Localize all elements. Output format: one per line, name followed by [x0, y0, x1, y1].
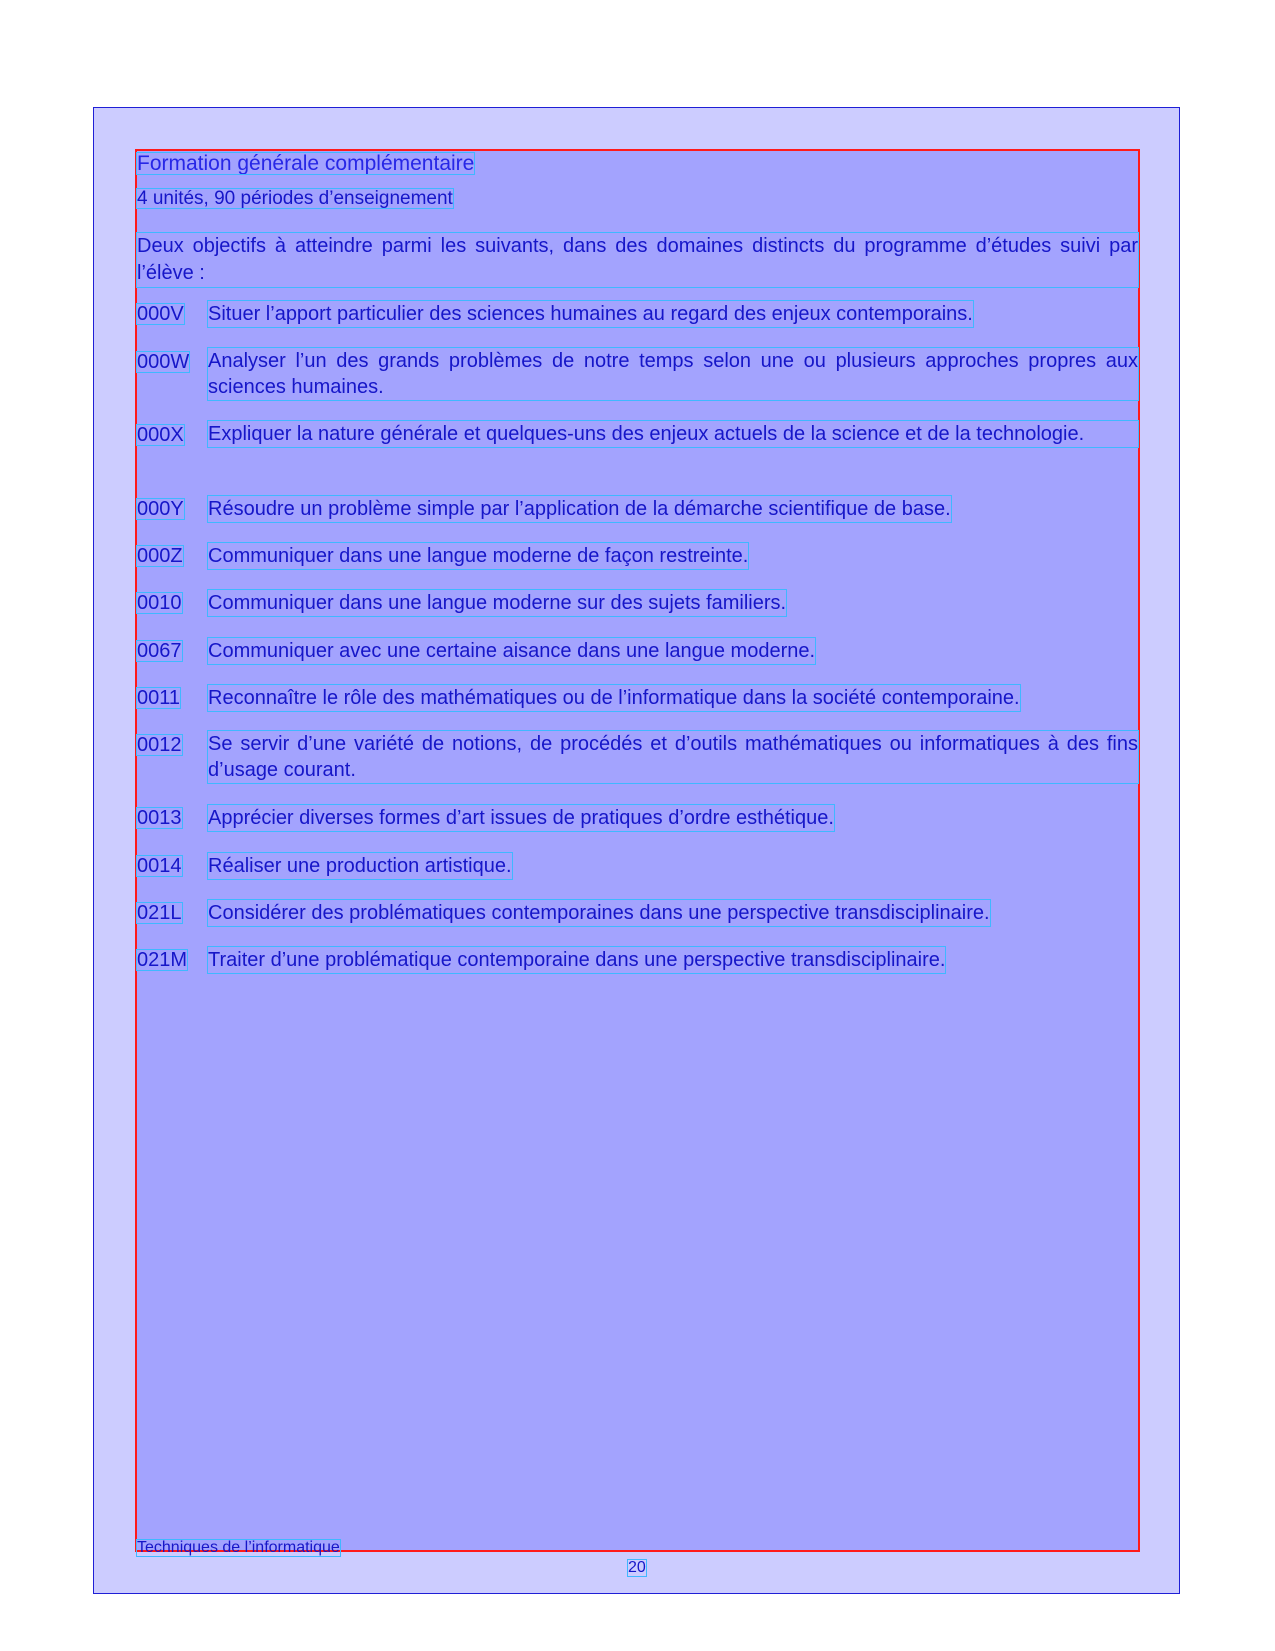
objective-text: Situer l’apport particulier des sciences humaines au regard des enjeux contemporains.: [208, 303, 973, 325]
objective-code: 0013: [137, 807, 182, 829]
objective-code: 000W: [137, 351, 190, 373]
objective-code: 000Y: [137, 498, 184, 520]
section-subtitle: 4 unités, 90 périodes d’enseignement: [137, 188, 453, 209]
objective-code: 0010: [137, 592, 182, 614]
objective-code: 000V: [137, 303, 184, 325]
objective-code: 021M: [137, 949, 188, 971]
objective-code: 0012: [137, 734, 182, 756]
objective-text: Communiquer dans une langue moderne sur des sujets familiers.: [208, 592, 787, 614]
objective-text: Réaliser une production artistique.: [208, 855, 512, 877]
objective-text: Traiter d’une problématique contemporaine dans une perspective transdisciplinaire.: [208, 949, 946, 971]
objective-code: 0014: [137, 855, 182, 877]
objective-code: 000X: [137, 424, 184, 446]
page-number: 20: [628, 1559, 646, 1576]
page-footer: Techniques de l’informatique: [137, 1539, 340, 1556]
objective-code: 000Z: [137, 545, 183, 567]
objective-text: Se servir d’une variété de notions, de procédés et d’outils mathématiques ou informatiques à des fins d’usage courant.: [208, 733, 1138, 781]
objective-code: 0011: [137, 687, 181, 709]
objective-code: 021L: [137, 902, 182, 924]
objective-text: Reconnaître le rôle des mathématiques ou de l’informatique dans la société contemporaine.: [208, 687, 1020, 709]
objective-text: Communiquer avec une certaine aisance dans une langue moderne.: [208, 640, 816, 662]
intro-paragraph: Deux objectifs à atteindre parmi les suivants, dans des domaines distincts du programme d’études suivi par l’élève :: [137, 233, 1138, 287]
objective-text: Communiquer dans une langue moderne de façon restreinte.: [208, 545, 749, 567]
objective-text: Considérer des problématiques contemporaines dans une perspective transdisciplinaire.: [208, 902, 990, 924]
section-title: Formation générale complémentaire: [137, 152, 475, 175]
objective-code: 0067: [137, 640, 182, 662]
content-frame: [135, 149, 1140, 1556]
objective-text: Résoudre un problème simple par l’application de la démarche scientifique de base.: [208, 498, 951, 520]
objective-text: Expliquer la nature générale et quelques-uns des enjeux actuels de la science et de la technologie.: [208, 421, 1138, 447]
objective-text: Analyser l’un des grands problèmes de notre temps selon une ou plusieurs approches propres aux sciences humaines.: [208, 350, 1138, 398]
objective-text: Apprécier diverses formes d’art issues de pratiques d’ordre esthétique.: [208, 807, 834, 829]
